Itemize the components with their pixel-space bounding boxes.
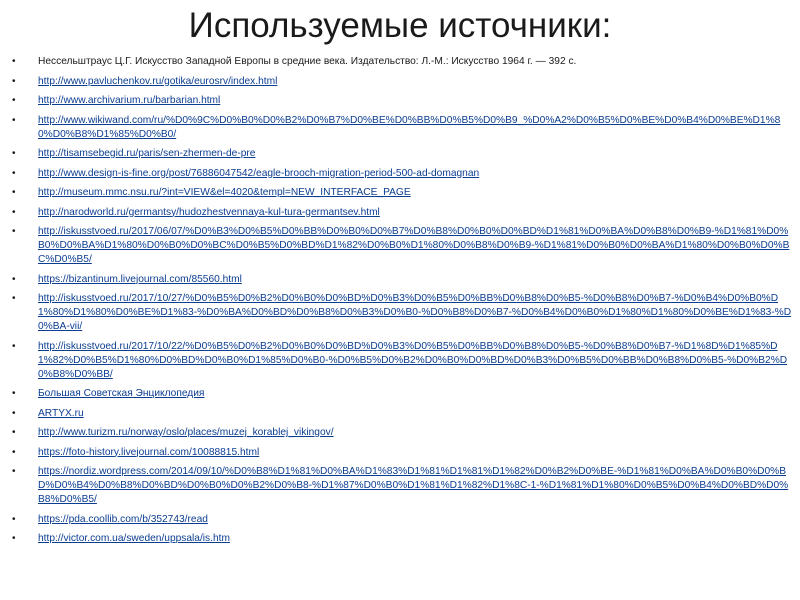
source-text: Нессельштраус Ц.Г. Искусство Западной Европы в средние века. Издательство: Л.-М.: Искусство 1964 г. — 392 с. [38, 56, 577, 67]
source-link[interactable]: https://nordiz.wordpress.com/2014/09/10/%D0%B8%D1%81%D0%BA%D1%83%D1%81%D1%81%D1%82%D0%B2%D0%BE-%D1%81%D0%BA%D0%B0%D0%BD%D0%B4%D0%B8%D0%BD%D0%B0%D0%B2%D0%B8-%D1%87%D0%B0%D1%81%D1%82%D1%8C-1-%D1%81%D1%80%D0%B5%D0%B4%D0%BD%D0%B8%D0%B5/ [38, 466, 789, 505]
source-link[interactable]: http://tisamsebegid.ru/paris/sen-zhermen-de-pre [38, 148, 256, 159]
source-link[interactable]: http://www.pavluchenkov.ru/gotika/eurosrv/index.html [38, 75, 278, 87]
source-link[interactable]: https://bizantinum.livejournal.com/85560.html [38, 273, 242, 285]
source-link[interactable]: http://www.design-is-fine.org/post/76886047542/eagle-brooch-migration-period-500-ad-domagnan [38, 167, 480, 179]
source-link[interactable]: ARTYX.ru [38, 407, 84, 419]
source-link[interactable]: http://iskusstvoed.ru/2017/10/27/%D0%B5%D0%B2%D0%B0%D0%BD%D0%B3%D0%B5%D0%BB%D0%B8%D0%B5-%D0%B8%D0%B7-%D0%B4%D0%B0%D1%80%D1%80%D0%BE%D1%83-%D0%BA%D0%BD%D0%B8%D0%B3%D0%B0-%D0%B8%D0%B7-%D0%B4%D0%B0%D1%80%D1%80%D0%BE%D1%83-%D0%BA-vii/ [38, 293, 792, 332]
bullet-icon: • [12, 427, 16, 438]
bullet-icon: • [12, 388, 16, 399]
source-link[interactable]: http://museum.mmc.nsu.ru/?int=VIEW&el=4020&templ=NEW_INTERFACE_PAGE [38, 187, 411, 198]
source-item[interactable] [10, 407, 792, 421]
source-item[interactable] [10, 340, 792, 382]
source-item[interactable] [10, 114, 792, 142]
source-item[interactable] [10, 465, 792, 507]
source-link[interactable]: Большая Советская Энциклопедия [38, 388, 205, 399]
source-item[interactable] [10, 273, 792, 287]
source-link[interactable]: http://narodworld.ru/germantsy/hudozhestvennaya-kul-tura-germantsev.html [38, 206, 380, 218]
source-item[interactable] [10, 513, 792, 527]
source-link[interactable]: http://iskusstvoed.ru/2017/10/22/%D0%B5%D0%B2%D0%B0%D0%BD%D0%B3%D0%B5%D0%BB%D0%B8%D0%B5-%D0%B8%D0%B7-%D1%8D%D1%85%D1%82%D0%B5%D1%80%D0%BD%D0%B0%D1%85%D0%B0-%D0%B5%D0%B2%D0%B0%D0%BD%D0%B3%D0%B5%D0%BB%D0%B8%D0%B5-%D0%B2%D0%B8%D0%BB/ [38, 340, 788, 380]
bullet-icon: • [12, 466, 16, 477]
source-link[interactable]: http://victor.com.ua/sweden/uppsala/is.htm [38, 533, 230, 544]
bullet-icon: • [12, 187, 16, 198]
source-item[interactable] [10, 387, 792, 401]
sources-list [10, 55, 792, 552]
source-link[interactable]: http://www.turizm.ru/norway/oslo/places/muzej_korablej_vikingov/ [38, 427, 334, 438]
bullet-icon: • [12, 340, 16, 352]
source-link[interactable]: https://pda.coollib.com/b/352743/read [38, 513, 208, 525]
source-item[interactable] [10, 446, 792, 460]
bullet-icon: • [12, 293, 16, 304]
bullet-icon: • [12, 407, 16, 419]
bullet-icon: • [12, 114, 16, 126]
bullet-icon: • [12, 167, 16, 179]
bullet-icon: • [12, 446, 16, 458]
source-item[interactable] [10, 186, 792, 200]
bullet-icon: • [12, 75, 16, 87]
bullet-icon: • [12, 56, 16, 67]
bullet-icon: • [12, 206, 16, 218]
source-link[interactable]: http://www.wikiwand.com/ru/%D0%9C%D0%B0%D0%B2%D0%B7%D0%BE%D0%BB%D0%B5%D0%B9_%D0%A2%D0%B5%D0%BE%D0%B4%D0%BE%D1%80%D0%B8%D1%85%D0%B0/ [38, 114, 781, 140]
page-title: Используемые источники: [188, 6, 612, 45]
source-link[interactable]: http://iskusstvoed.ru/2017/06/07/%D0%B3%D0%B5%D0%BB%D0%B0%D0%B7%D0%B8%D0%B0%D0%BD%D1%81%D0%BA%D0%B8%D0%B9-%D1%81%D0%B0%D0%BA%D1%80%D0%B0%D0%BC%D0%B5%D0%BD%D1%82%D0%B0%D1%80%D0%B8%D0%B9-%D1%81%D0%B0%D0%BA%D1%80%D0%B0%D0%BC%D0%B5/ [38, 226, 790, 265]
source-item[interactable] [10, 75, 792, 89]
source-item[interactable] [10, 292, 792, 334]
source-item[interactable] [10, 426, 792, 440]
bullet-icon: • [12, 148, 16, 159]
bullet-icon: • [12, 533, 16, 544]
source-link[interactable]: http://www.archivarium.ru/barbarian.html [38, 95, 221, 106]
source-item[interactable] [10, 206, 792, 220]
source-link[interactable]: https://foto-history.livejournal.com/10088815.html [38, 446, 260, 458]
bullet-icon: • [12, 95, 16, 106]
source-item[interactable] [10, 167, 792, 181]
bullet-icon: • [12, 226, 16, 237]
source-item[interactable] [10, 225, 792, 267]
bullet-icon: • [12, 513, 16, 525]
source-item[interactable] [10, 147, 792, 161]
source-item [10, 55, 792, 69]
source-item[interactable] [10, 94, 792, 108]
source-item[interactable] [10, 532, 792, 546]
bullet-icon: • [12, 273, 16, 285]
